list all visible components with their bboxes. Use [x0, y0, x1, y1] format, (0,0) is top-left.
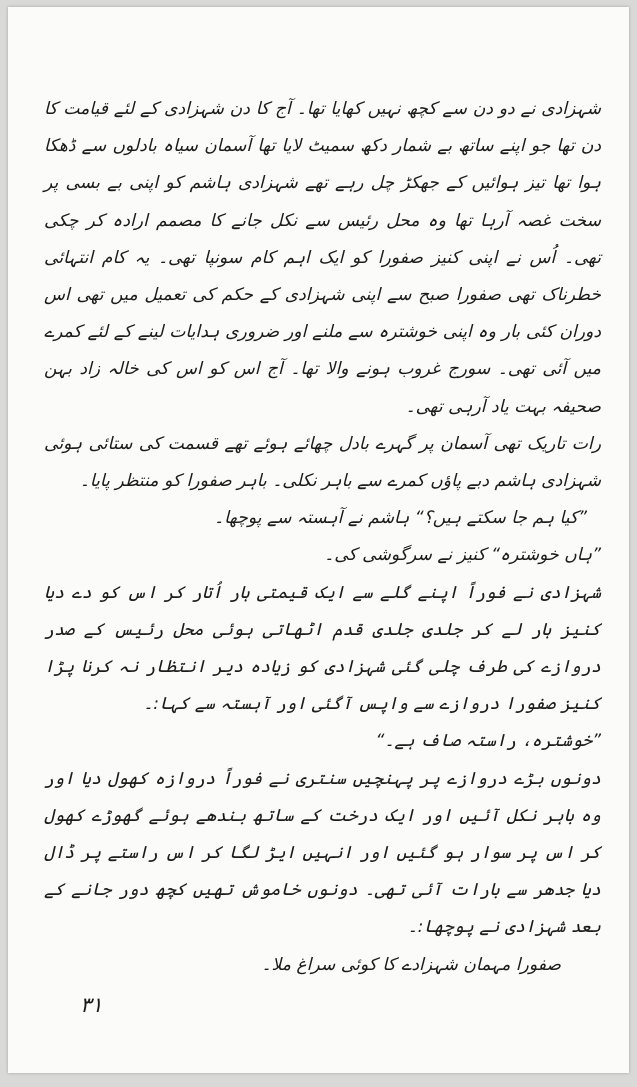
paragraph-6: ”خوشترہ، راستہ صاف ہے۔“	[375, 731, 601, 752]
paragraph-5: شہزادی نے فوراً اپنے گلے سے ایک قیمتی ہار اُتار کر اس کو دے دیا کنیز ہار لے کر جلدی جلدی قدم اٹھاتی ہوئی محل رئیس کے صدر دروازے کی طرف چلی گئی شہزادی کو زیادہ دیر انتظار نہ کرنا پڑا کنیز صفورا دروازے سے واپس آگئی اور آہستہ سے کہا:۔	[44, 582, 601, 715]
paragraph-2: رات تاریک تھی آسمان پر گہرے بادل چھائے ہوئے تھے قسمت کی ستائی ہوئی شہزادی ہاشم دبے پاؤں کمرے سے باہر نکلی۔ باہر صفورا کو منتظر پایا۔	[44, 433, 601, 492]
paragraph-7: دونوں بڑے دروازے پر پہنچیں سنتری نے فوراً دروازہ کھول دیا اور وہ باہر نکل آئیں اور ایک درخت کے ساتھ بندھے ہوئے گھوڑے کھول کر اس پر سوار ہو گئیں اور انہیں ایڑ لگا کر اس راستے پر ڈال دیا جدھر سے بارات آئی تھی۔ دونوں خاموش تھیں کچھ دور جانے کے بعد شہزادی نے پوچھا:۔	[44, 768, 601, 938]
paragraph-1: شہزادی نے دو دن سے کچھ نہیں کھایا تھا۔ آج کا دن شہزادی کے لئے قیامت کا دن تھا جو اپنے ساتھ بے شمار دکھ سمیٹ لایا تھا آسمان سیاہ بادلوں سے ڈھکا ہوا تھا تیز ہوائیں کے جھکڑ چل رہے تھے شہزادی ہاشم کو اپنی بے بسی پر سخت غصہ آرہا تھا وہ محل رئیس سے نکل جانے کا مصمم ارادہ کر چکی تھی۔ اُس نے اپنی کنیز صفورا کو ایک اہم کام سونپا تھی۔ یہ کام انتہائی خطرناک تھی صفورا صبح سے اپنی شہزادی کے حکم کی تعمیل میں تھی اس دوران کئی بار وہ اپنی خوشترہ سے ملنے اور ضروری ہدایات لینے کے لئے کمرے میں آئی تھی۔ سورج غروب ہونے والا تھا۔ آج اس کو اس کی خالہ زاد بہن صحیفہ بہت یاد آرہی تھی۔	[44, 99, 601, 417]
paragraph-8: صفورا مہمان شہزادے کا کوئی سراغ ملا۔	[261, 954, 561, 975]
page-text	[44, 91, 601, 984]
paragraph-3: ”کیا ہم جا سکتے ہیں؟“ ہاشم نے آہستہ سے پوچھا۔	[214, 508, 587, 529]
page-number: ۳۱	[80, 993, 103, 1017]
book-page	[8, 7, 629, 1073]
paragraph-4: ”ہاں خوشترہ“ کنیز نے سرگوشی کی۔	[324, 545, 601, 566]
